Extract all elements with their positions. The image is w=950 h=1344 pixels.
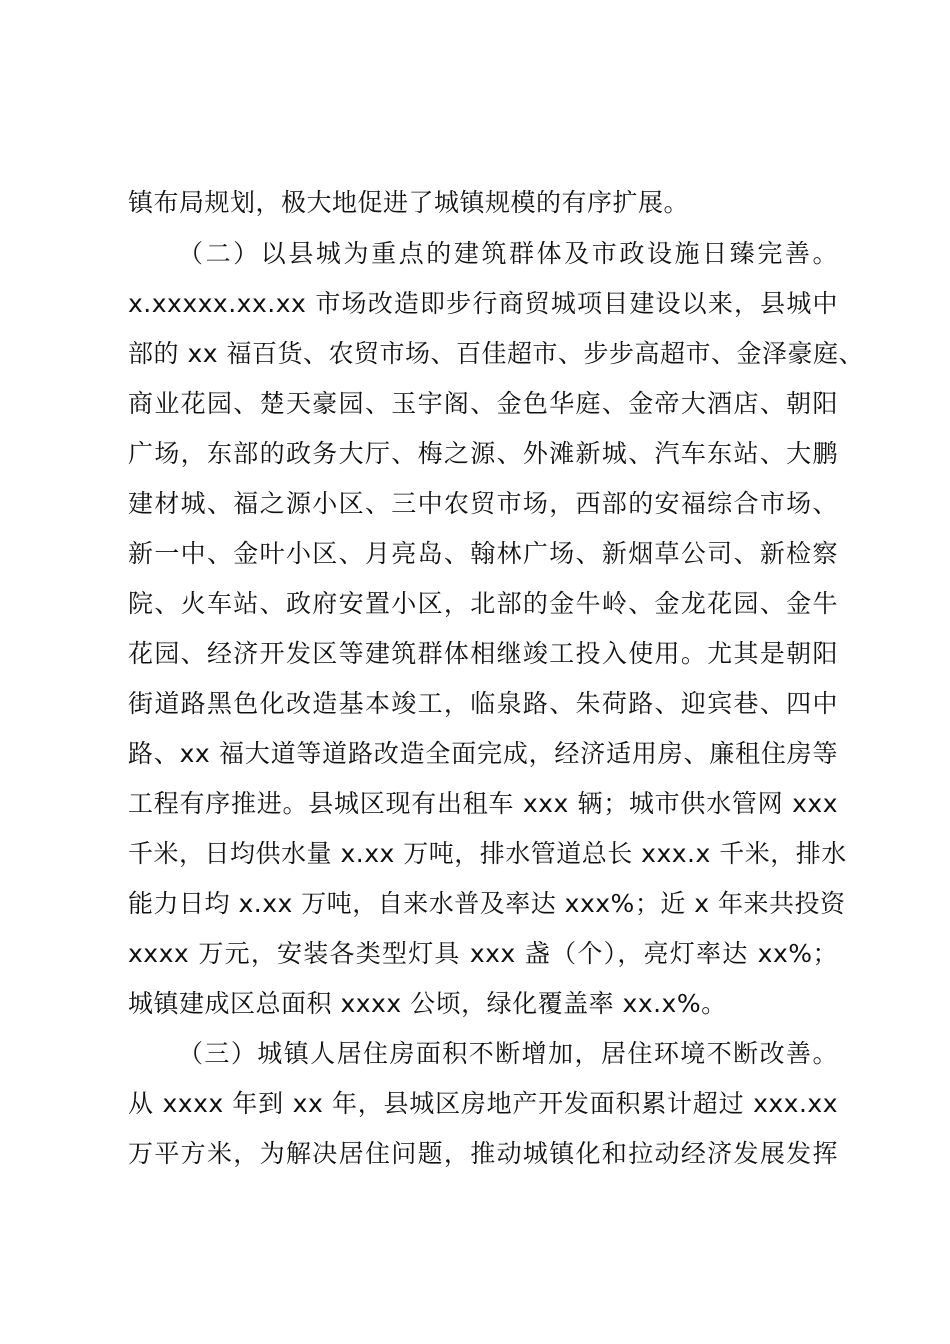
paragraph-line: 万平方米，为解决居住问题，推动城镇化和拉动经济发展发挥: [128, 1139, 838, 1168]
paragraph-line: 商业花园、楚天豪园、玉宇阁、金色华庭、金帝大酒店、朝阳: [128, 389, 838, 418]
paragraph-line: 从 xxxx 年到 xx 年，县城区房地产开发面积累计超过 xxx.xx: [128, 1089, 838, 1118]
paragraph-line: 城镇建成区总面积 xxxx 公顷，绿化覆盖率 xx.x%。: [128, 989, 727, 1018]
paragraph-line: 建材城、福之源小区、三中农贸市场，西部的安福综合市场、: [128, 489, 838, 518]
paragraph-line: 路、xx 福大道等道路改造全面完成，经济适用房、廉租住房等: [128, 739, 838, 768]
paragraph-line: 花园、经济开发区等建筑群体相继竣工投入使用。尤其是朝阳: [128, 639, 838, 668]
paragraph-line: 街道路黑色化改造基本竣工，临泉路、朱荷路、迎宾巷、四中: [128, 689, 838, 718]
paragraph-line: 部的 xx 福百货、农贸市场、百佳超市、步步高超市、金泽豪庭、: [128, 339, 864, 368]
paragraph-line: xxxx 万元，安装各类型灯具 xxx 盏（个），亮灯率达 xx%；: [128, 939, 838, 968]
paragraph-line: 镇布局规划，极大地促进了城镇规模的有序扩展。: [128, 188, 690, 217]
paragraph-line: 工程有序推进。县城区现有出租车 xxx 辆；城市供水管网 xxx: [128, 789, 838, 818]
paragraph-line: 广场，东部的政务大厅、梅之源、外滩新城、汽车东站、大鹏: [128, 439, 838, 468]
paragraph-line: 千米，日均供水量 x.xx 万吨，排水管道总长 xxx.x 千米，排水: [128, 839, 847, 868]
paragraph-line: x.xxxxx.xx.xx 市场改造即步行商贸城项目建设以来，县城中: [128, 289, 838, 318]
section-heading: （三）城镇人居住房面积不断增加，居住环境不断改善。: [178, 1039, 838, 1068]
paragraph-line: 院、火车站、政府安置小区，北部的金牛岭、金龙花园、金牛: [128, 589, 838, 618]
section-heading: （二）以县城为重点的建筑群体及市政设施日臻完善。: [178, 239, 838, 268]
paragraph-line: 新一中、金叶小区、月亮岛、翰林广场、新烟草公司、新检察: [128, 539, 838, 568]
paragraph-line: 能力日均 x.xx 万吨，自来水普及率达 xxx%；近 x 年来共投资: [128, 889, 846, 918]
